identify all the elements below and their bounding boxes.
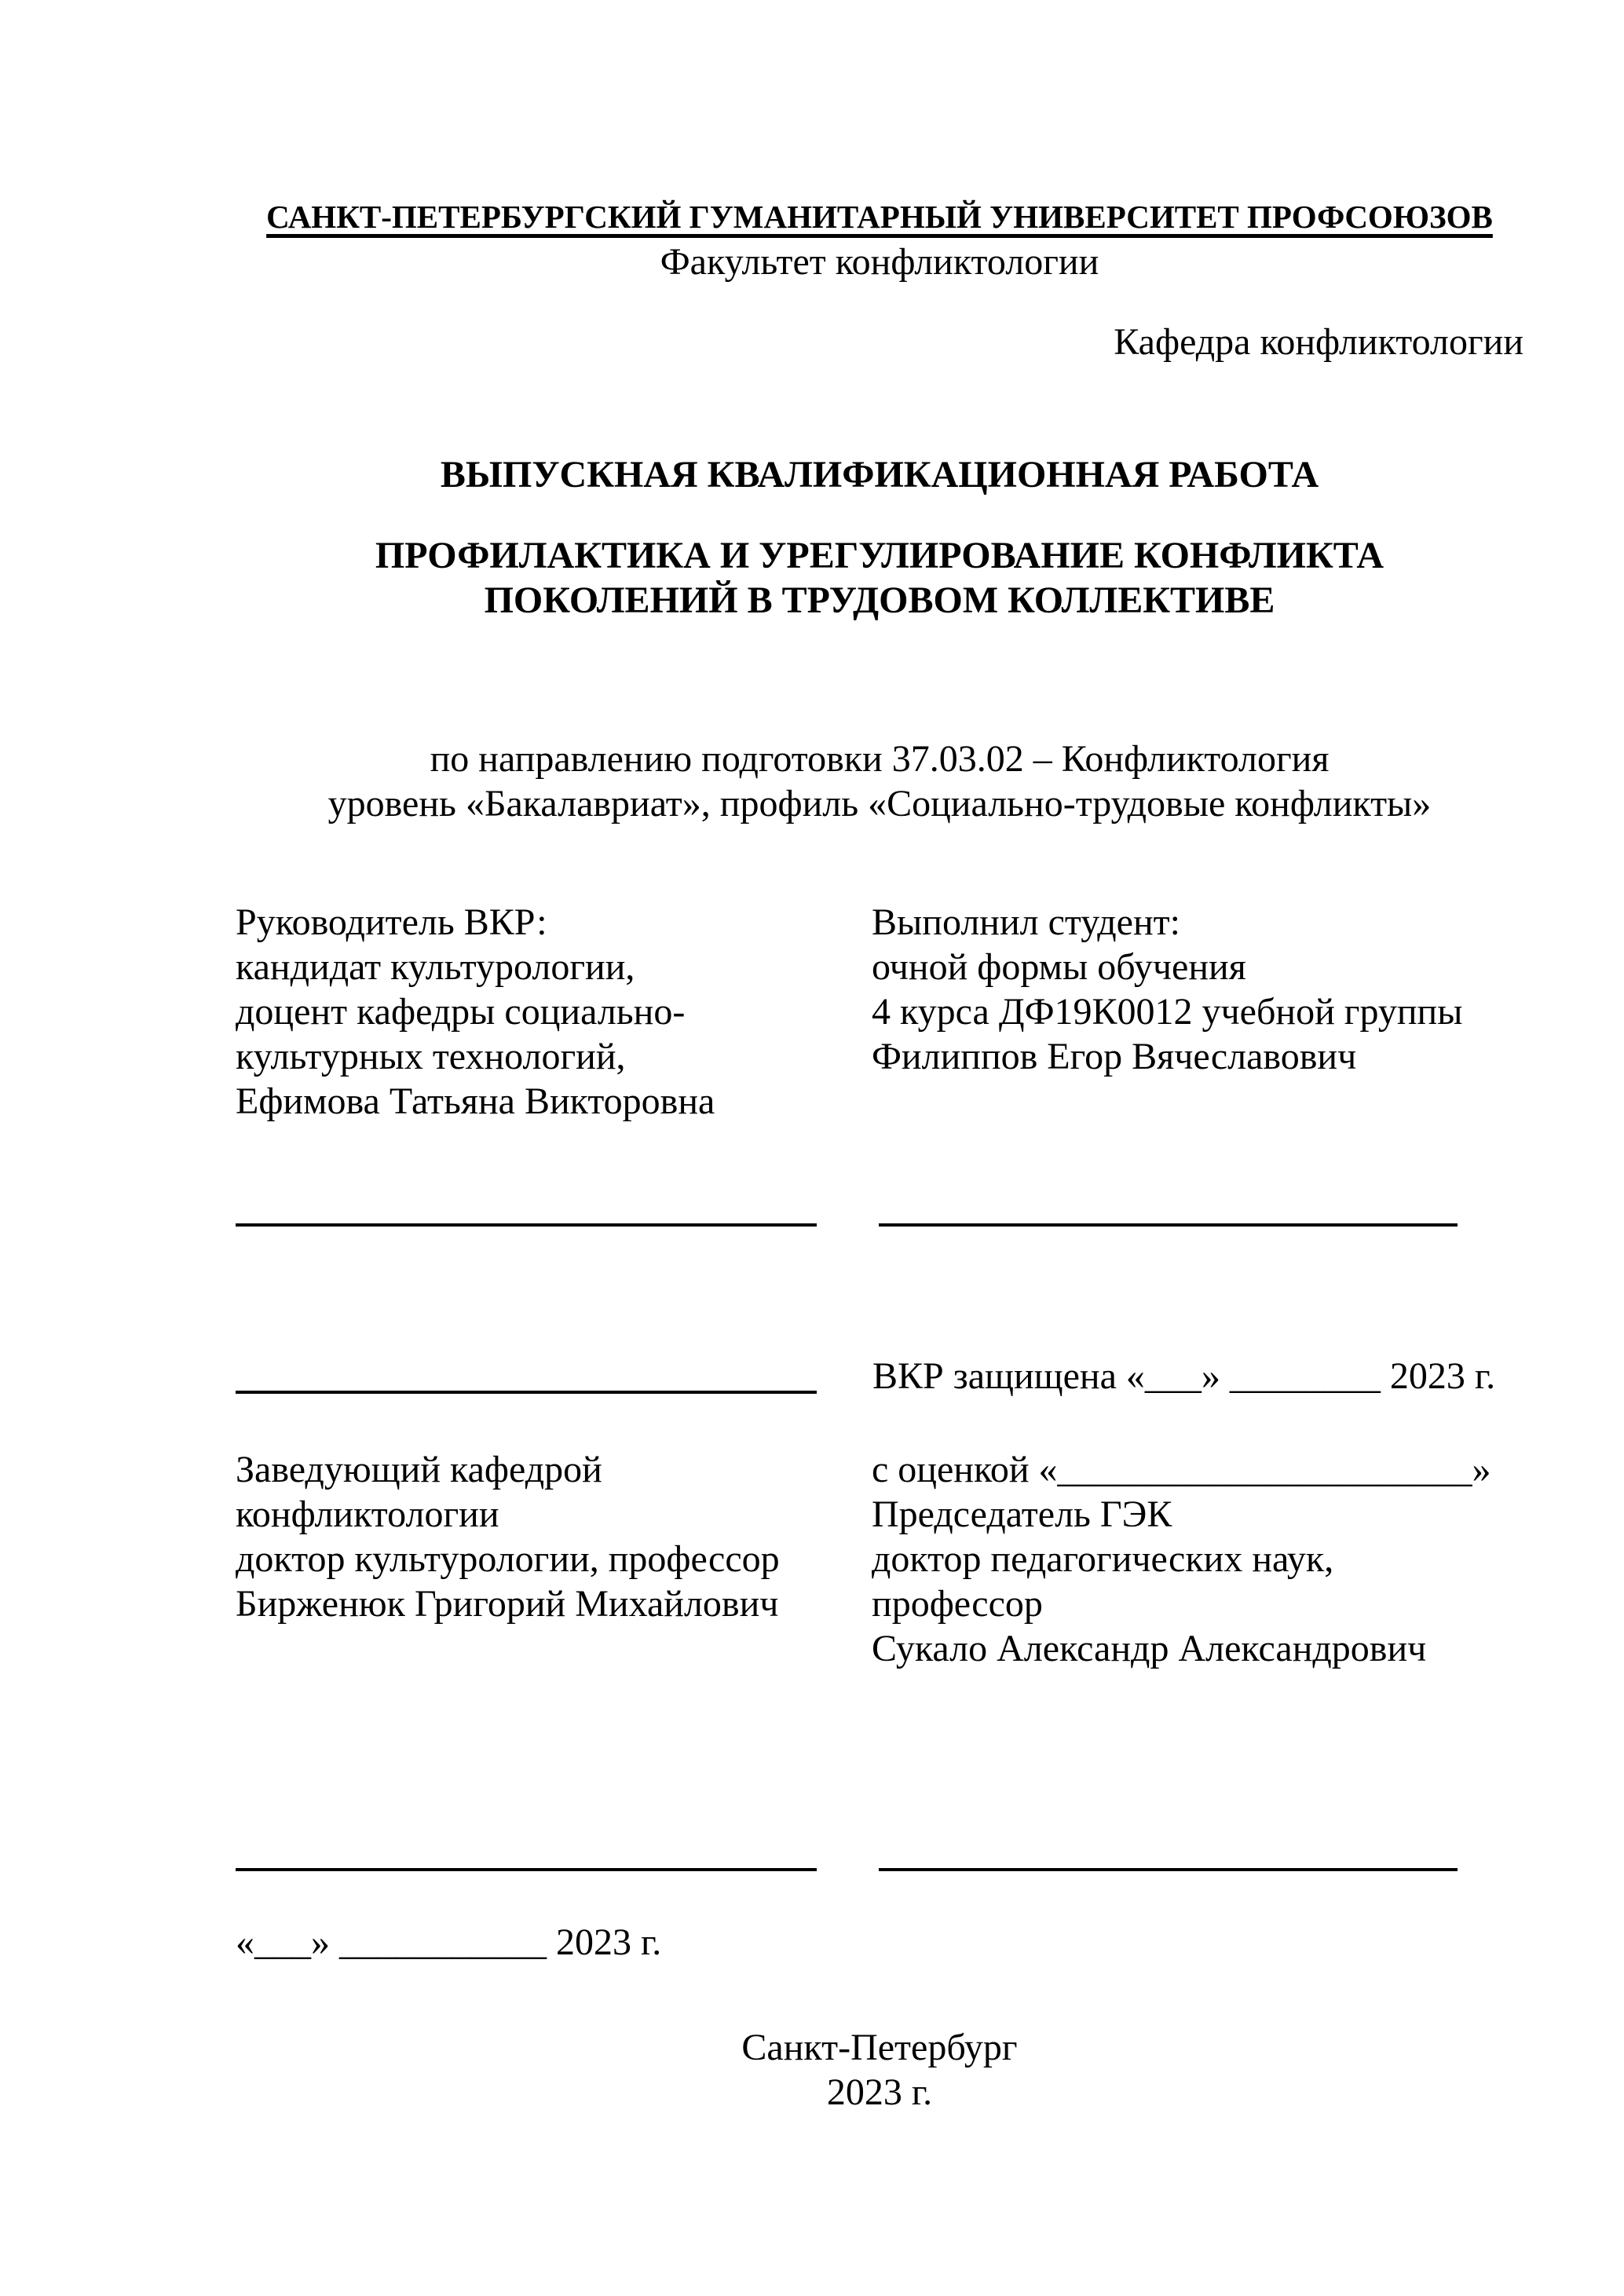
chair-name: Сукало Александр Александрович — [872, 1628, 1427, 1669]
work-type-heading: ВЫПУСКНАЯ КВАЛИФИКАЦИОННАЯ РАБОТА — [440, 454, 1319, 495]
supervisor-block — [236, 900, 872, 1124]
thesis-title — [236, 533, 1523, 623]
chair-title: Председатель ГЭК — [872, 1493, 1172, 1535]
head-signature-line — [236, 1355, 817, 1394]
city: Санкт-Петербург — [741, 2027, 1018, 2068]
supervisor-signature-line — [236, 1185, 817, 1227]
department-name: Кафедра конфликтологии — [1114, 321, 1523, 363]
faculty-name: Факультет конфликтологии — [660, 241, 1099, 283]
program-level-profile: уровень «Бакалавриат», профиль «Социально-трудовые конфликты» — [327, 783, 1432, 824]
thesis-title-line-2: ПОКОЛЕНИЙ В ТРУДОВОМ КОЛЛЕКТИВЕ — [484, 579, 1275, 621]
chair-signature-line — [879, 1830, 1458, 1871]
grade-line: с оценкой «______________________» — [872, 1449, 1491, 1490]
head-bottom-signature-line — [236, 1830, 817, 1871]
head-degree: доктор культурологии, профессор — [236, 1538, 780, 1580]
year: 2023 г. — [826, 2071, 933, 2113]
committee-chair-block — [872, 1447, 1523, 1671]
chair-degree: доктор педагогических наук, — [872, 1538, 1334, 1580]
signature-row-2 — [236, 1354, 1523, 1398]
head-name: Бирженюк Григорий Михайлович — [236, 1583, 779, 1625]
page-content — [0, 195, 1624, 2115]
head-title-2: конфликтологии — [236, 1493, 499, 1535]
thesis-title-line-1: ПРОФИЛАКТИКА И УРЕГУЛИРОВАНИЕ КОНФЛИКТА — [375, 535, 1384, 576]
supervisor-label: Руководитель ВКР: — [236, 901, 547, 943]
supervisor-position-2: культурных технологий, — [236, 1036, 626, 1077]
head-of-department-block — [236, 1447, 872, 1671]
university-header — [236, 195, 1523, 239]
chair-rank: профессор — [872, 1583, 1043, 1625]
student-label: Выполнил студент: — [872, 901, 1180, 943]
people-section — [236, 900, 1523, 1124]
program-direction: по направлению подготовки 37.03.02 – Конфликтология — [430, 738, 1330, 780]
program-info — [236, 737, 1523, 826]
supervisor-degree: кандидат культурологии, — [236, 946, 635, 988]
student-group: 4 курса ДФ19К0012 учебной группы — [872, 991, 1463, 1033]
student-block — [872, 900, 1523, 1124]
student-study-form: очной формы обучения — [872, 946, 1246, 988]
university-name: САНКТ-ПЕТЕРБУРГСКИЙ ГУМАНИТАРНЫЙ УНИВЕРСИТЕТ ПРОФСОЮЗОВ — [266, 199, 1493, 235]
approval-section — [236, 1447, 1523, 1671]
student-name: Филиппов Егор Вячеславович — [872, 1036, 1357, 1077]
supervisor-name: Ефимова Татьяна Викторовна — [236, 1080, 715, 1122]
supervisor-position-1: доцент кафедры социально- — [236, 991, 686, 1033]
student-signature-line — [879, 1185, 1458, 1227]
signature-row-1 — [236, 1185, 1523, 1227]
head-title-1: Заведующий кафедрой — [236, 1449, 602, 1490]
signature-row-3 — [236, 1830, 1523, 1871]
defense-date-line: ВКР защищена «___» ________ 2023 г. — [872, 1355, 1496, 1397]
sign-date-line: «___» ___________ 2023 г. — [236, 1921, 662, 1963]
